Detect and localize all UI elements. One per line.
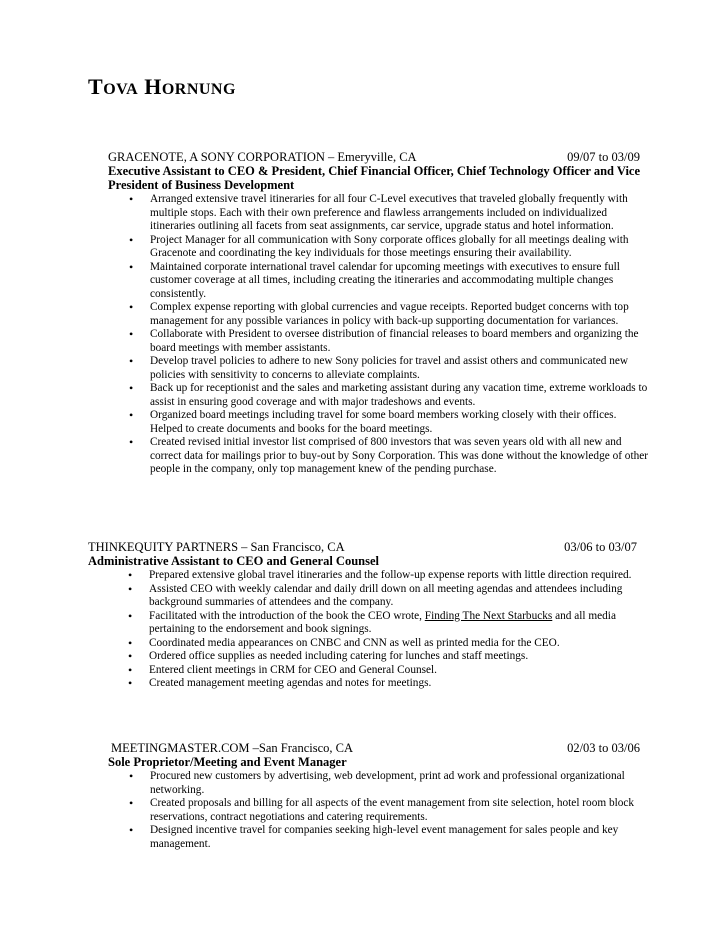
bullet-text: Assisted CEO with weekly calendar and daily drill down on all meeting agendas and attendees including background summaries of attendees and the company. <box>149 582 623 608</box>
bullet-icon: • <box>129 381 134 395</box>
bullet-text: Ordered office supplies as needed including catering for lunches and staff meetings. <box>149 650 529 662</box>
bullet-icon: • <box>129 192 134 206</box>
list-item <box>88 677 643 691</box>
list-item <box>108 328 648 355</box>
bullet-icon: • <box>128 608 133 623</box>
job-title: Sole Proprietor/Meeting and Event Manager <box>108 755 347 769</box>
list-item <box>108 193 648 234</box>
bullet-text: Maintained corporate international travel calendar for upcoming meetings with executives to ensure full customer coverage at all times, including creating the itineraries and accommodating multiple changes consistently. <box>150 260 620 300</box>
bullet-text: Organized board meetings including travel for some board members working closely with their offices. Helped to create documents and books for the board meetings. <box>150 409 617 435</box>
list-item <box>108 824 648 851</box>
list-item <box>108 382 648 409</box>
job-header <box>88 540 643 554</box>
list-item <box>88 610 643 637</box>
job-gracenote <box>108 150 648 477</box>
job-dates: 09/07 to 03/09 <box>567 150 640 164</box>
job-header <box>108 741 648 755</box>
name-last-initial: H <box>144 74 162 99</box>
bullet-icon: • <box>129 796 134 810</box>
job-meetingmaster <box>108 741 648 851</box>
book-title: Finding The Next Starbucks <box>424 609 553 622</box>
list-item <box>108 355 648 382</box>
bullet-icon: • <box>129 823 134 837</box>
bullet-icon: • <box>128 635 133 650</box>
bullet-icon: • <box>129 259 134 274</box>
bullet-icon: • <box>128 568 133 582</box>
bullet-list <box>108 770 648 851</box>
bullet-icon: • <box>128 649 133 663</box>
bullet-text: Coordinated media appearances on CNBC and CNN as well as printed media for the CEO. <box>149 636 560 649</box>
bullet-icon: • <box>129 435 134 449</box>
bullet-text: Develop travel policies to adhere to new Sony policies for travel and assist others and communicated new policies with sensitivity to concerns to alleviate complaints. <box>150 355 629 381</box>
bullet-text: Complex expense reporting with global currencies and vague receipts. Reported budget concerns with top management for any possible variances in policy with back-up supporting documentation for variances. <box>150 301 629 327</box>
list-item <box>108 234 648 261</box>
bullet-text: Entered client meetings in CRM for CEO and General Counsel. <box>149 663 438 676</box>
company-name: MEETINGMASTER.COM –San Francisco, CA <box>111 741 354 755</box>
job-title: Administrative Assistant to CEO and General Counsel <box>88 554 379 568</box>
bullet-icon: • <box>129 327 134 341</box>
bullet-icon: • <box>129 354 134 368</box>
bullet-text: Created revised initial investor list comprised of 800 investors that was seven years old with all new and correct data for mailings prior to buy-out by Sony Corporation. This was done without the knowledge of other people in the company, only top management knew of the pending purchase. <box>150 436 649 475</box>
bullet-text-suffix: and all media pertaining to the endorsement and book signings. <box>149 609 616 635</box>
list-item <box>108 301 648 328</box>
bullet-text: Created management meeting agendas and notes for meetings. <box>149 677 432 689</box>
bullet-text: Prepared extensive global travel itineraries and the follow-up expense reports with little direction required. <box>149 569 632 581</box>
bullet-icon: • <box>128 676 133 690</box>
list-item <box>108 409 648 436</box>
bullet-icon: • <box>128 662 133 677</box>
bullet-text: Arranged extensive travel itineraries for all four C-Level executives that traveled globally frequently with multiple stops. Each with their own preference and flawless arrangements included on individualized itineraries outlining all facets from seat assignments, car service, upgrade status and hotel information. <box>150 193 628 232</box>
name-last-rest: ORNUNG <box>161 81 236 98</box>
bullet-text: Back up for receptionist and the sales and marketing assistant during any vacation time, extreme workloads to assist in ensuring good coverage and with major tradeshows and events. <box>150 382 648 408</box>
list-item <box>108 770 648 797</box>
bullet-icon: • <box>129 408 134 422</box>
bullet-text: Project Manager for all communication with Sony corporate offices globally for all meetings dealing with Gracenote and coordinating the key individuals for those meetings ensuring their availability. <box>150 233 629 259</box>
list-item <box>88 650 643 664</box>
name-first-initial: T <box>88 74 104 99</box>
bullet-icon: • <box>129 769 134 783</box>
list-item <box>88 569 643 583</box>
list-item <box>88 637 643 651</box>
list-item <box>108 436 648 477</box>
bullet-icon: • <box>128 581 133 596</box>
list-item <box>108 261 648 302</box>
list-item <box>88 583 643 610</box>
company-name: GRACENOTE, A SONY CORPORATION – Emeryville, CA <box>108 150 417 164</box>
bullet-text: Facilitated with the introduction of the book the CEO wrote, <box>149 609 425 622</box>
list-item <box>108 797 648 824</box>
job-dates: 03/06 to 03/07 <box>564 540 637 554</box>
bullet-icon: • <box>129 300 134 314</box>
job-header <box>108 150 648 164</box>
bullet-icon: • <box>129 232 134 247</box>
bullet-text: Collaborate with President to oversee distribution of financial releases to board members and organizing the board meetings with member assistants. <box>150 328 639 354</box>
bullet-list <box>88 569 643 691</box>
company-name: THINKEQUITY PARTNERS – San Francisco, CA <box>88 540 345 554</box>
bullet-text: Created proposals and billing for all aspects of the event management from site selection, hotel room block reservations, contract negotiations and catering requirements. <box>150 797 635 823</box>
job-dates: 02/03 to 03/06 <box>567 741 640 755</box>
list-item <box>88 664 643 678</box>
job-thinkequity <box>88 540 643 691</box>
job-title: Executive Assistant to CEO & President, Chief Financial Officer, Chief Technology Officer and Vice President of Business Development <box>108 164 641 192</box>
name-first-rest: OVA <box>103 81 139 98</box>
bullet-list <box>108 193 648 477</box>
bullet-text: Procured new customers by advertising, web development, print ad work and professional organizational networking. <box>150 770 625 796</box>
candidate-name <box>88 74 236 100</box>
bullet-text: Designed incentive travel for companies seeking high-level event management for sales people and key management. <box>150 824 619 850</box>
